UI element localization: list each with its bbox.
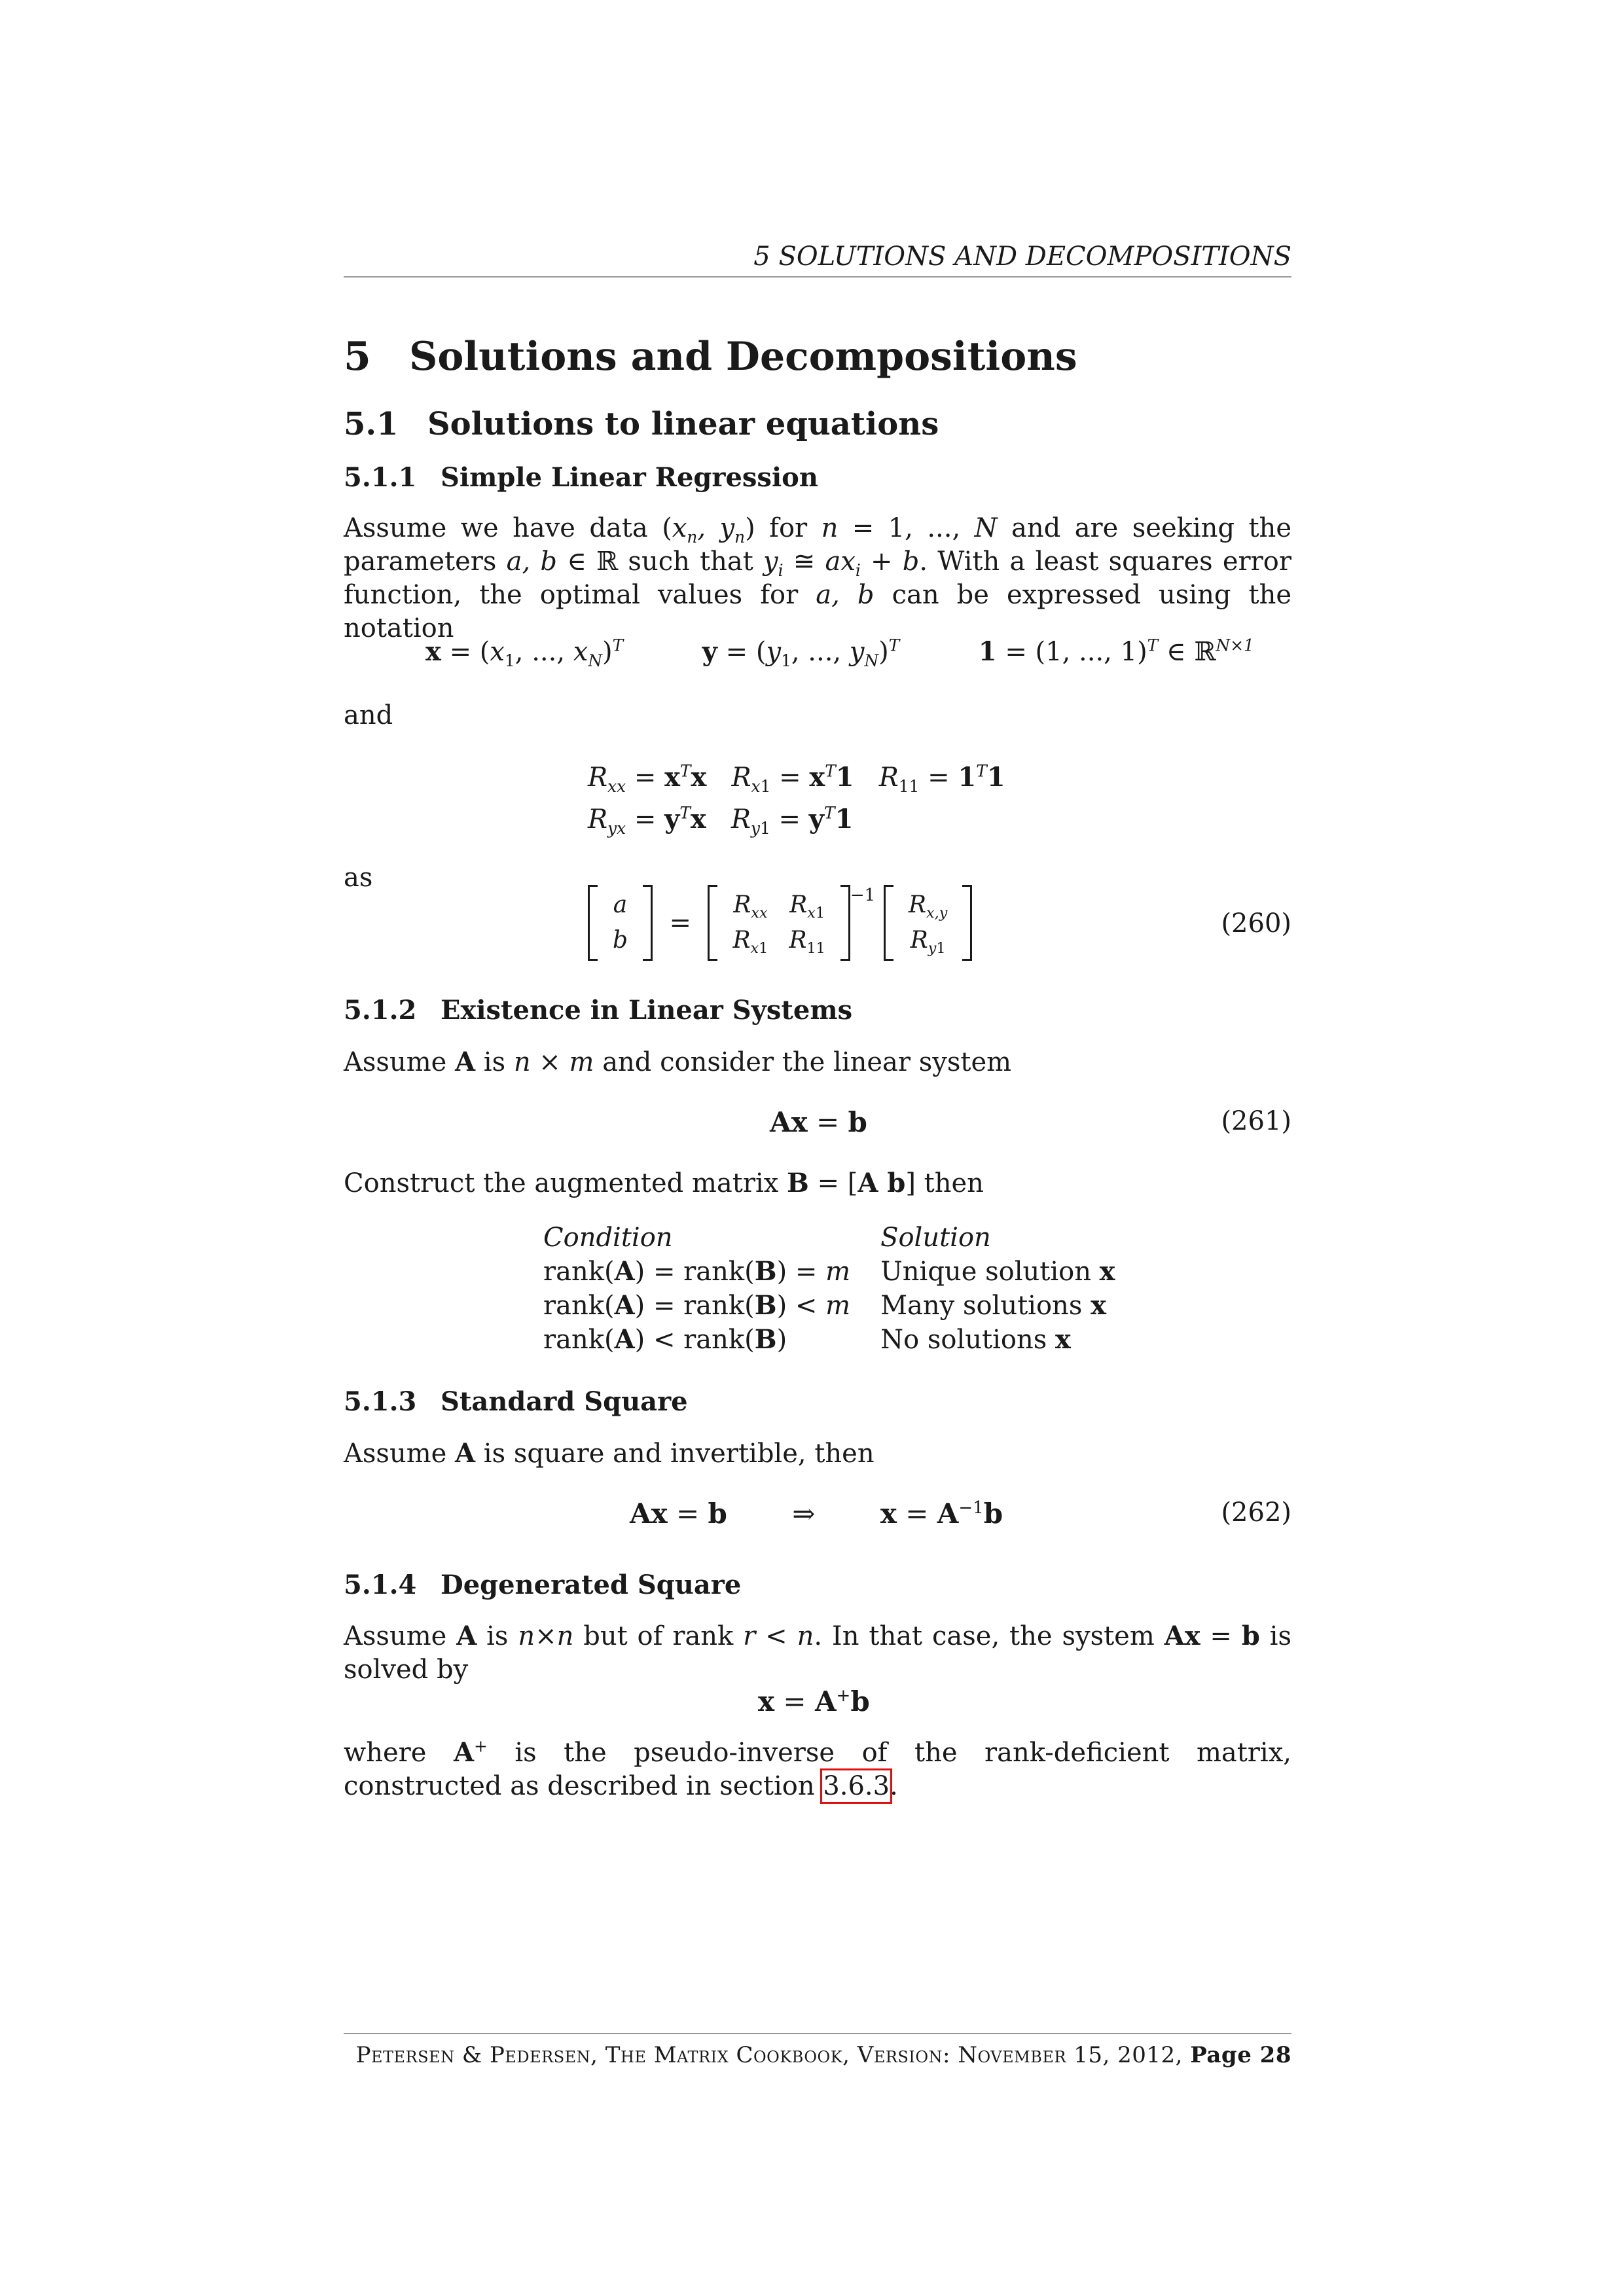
correlation-definitions: $R_{xx} = x^Tx$ $R_{x1} = x^T1$ $R_{11} = 1^T1$ $R_{yx} = y^Tx$ $R_{y1} = y^T1$ [588,761,1005,838]
subsection-title [344,462,818,493]
section-number: 5.1 [344,406,399,442]
subsection-title-text: Degenerated Square [441,1570,742,1600]
page-number: Page 28 [1190,2042,1291,2068]
degenerate-intro: Assume A is n×n but of rank r < n. In that case, the system Ax = b is solved by [344,1621,1291,1685]
inverse-solution-equation: Ax = b ⇒ $x = A^{-1}b$ [630,1498,1003,1530]
section-title-text: Solutions to linear equations [427,406,939,442]
footer-rule [344,2033,1291,2034]
regression-intro: Assume we have data ($x_n$, $y_n$) for n = 1, ..., N and are seeking the parameters a, b ∈ ℝ such that $y_i$ ≅ $ax_i + b$. With a least squares error function, the optimal values for a, b can be expressed using the notation [344,513,1292,643]
regression-solution-equation: a b = $R_{xx}$ $R_{x1}$ $R_{x1}$ $R_{11}$ $^{-1}$ $R_{x,y}$ $R_{y1}$ [588,885,972,961]
subsection-title [344,1570,741,1600]
linear-system-equation: Ax = b [770,1106,867,1138]
page-footer [344,2042,1291,2068]
chapter-title-text: Solutions and Decompositions [409,334,1077,380]
subsection-title-text: Simple Linear Regression [441,462,818,493]
chapter-title [344,334,1077,380]
subsection-title-text: Existence in Linear Systems [441,995,853,1026]
table-row: rank(A) < rank(B) No solutions x [543,1324,1071,1355]
solution-header: Solution [880,1223,991,1253]
header-rule [344,276,1291,278]
section-title [344,406,939,442]
condition-header: Condition [543,1223,673,1253]
equation-number-260: (260) [1221,908,1291,939]
vector-notation: $x = (x_1$, ..., $x_N)^T$ $y = (y_1$, ..., $y_N)^T$ 1 = (1, ..., 1)$^T$ ∈ ℝ$^{N\times 1}$ [425,636,1254,670]
and-text: and [344,700,393,730]
subsection-number: 5.1.2 [344,995,417,1026]
equation-number-261: (261) [1221,1106,1291,1136]
pseudo-inverse-description: where A+ is the pseudo-inverse of the rank-deficient matrix, constructed as described in section 3.6.3. [344,1736,1291,1801]
table-row: rank(A) = rank(B) = m Unique solution x [543,1256,1115,1287]
condition-table [543,1221,1146,1357]
subsection-number: 5.1.3 [344,1386,417,1417]
square-intro: Assume A is square and invertible, then [344,1438,875,1469]
subsection-title-text: Standard Square [441,1386,688,1417]
equation-number-262: (262) [1221,1498,1291,1528]
section-reference-link[interactable]: 3.6.3 [823,1771,890,1801]
subsection-number: 5.1.4 [344,1570,417,1600]
subsection-number: 5.1.1 [344,462,417,493]
chapter-number: 5 [344,334,371,380]
footer-citation: Petersen & Pedersen, The Matrix Cookbook, Version: November 15, 2012, [355,2042,1191,2068]
subsection-title [344,1386,688,1417]
augmented-matrix-text: Construct the augmented matrix B = [A b] then [344,1168,984,1198]
subsection-title [344,995,852,1026]
existence-intro: Assume A is n × m and consider the linear system [344,1047,1012,1077]
table-row: rank(A) = rank(B) < m Many solutions x [543,1290,1106,1321]
as-text: as [344,863,373,893]
running-header: 5 SOLUTIONS AND DECOMPOSITIONS [753,242,1291,272]
pseudo-inverse-equation: x = A+b [758,1685,870,1717]
